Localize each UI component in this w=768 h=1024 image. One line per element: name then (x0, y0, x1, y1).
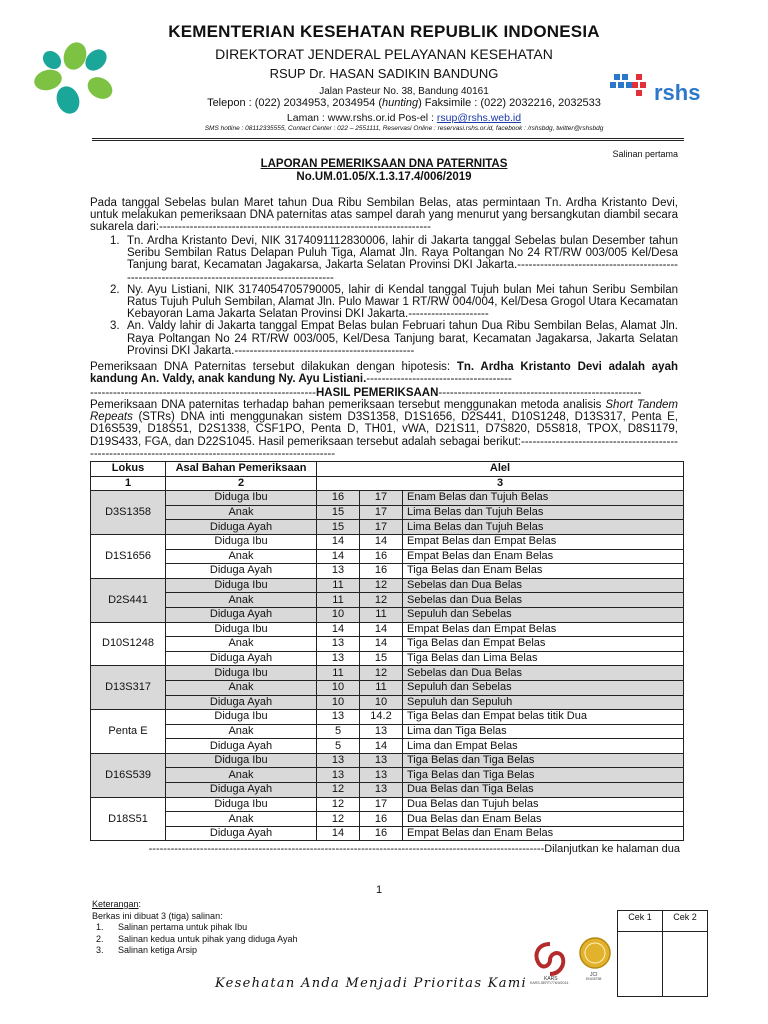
allele-2-cell: 11 (360, 680, 403, 695)
intro-paragraph: Pada tanggal Sebelas bulan Maret tahun Dua Ribu Sembilan Belas, atas permintaan Tn. Ardha Kristanto Devi, untuk melakukan pemeriksaan DNA paternitas atas sampel darah yang menurut yang bersangkutan diambil secara sukarela dari:----------------------------------------------------------------------- (90, 197, 678, 234)
hospital-contacts: SMS hotline : 08112335555, Contact Center : 022 – 2551111, Reservasi Online : reservasi.rshs.or.id, facebook : /rshsbdg, twitter@rshsbdg (204, 125, 604, 132)
table-row (91, 534, 684, 549)
method-paragraph (90, 399, 678, 460)
phone-prefix: Telepon : (022) 2034953, 2034954 ( (207, 97, 382, 109)
list-item-text: Salinan ketiga Arsip (118, 945, 198, 956)
lokus-cell: D1S1656 (91, 534, 166, 578)
allele-description-cell: Dua Belas dan Tujuh belas (403, 797, 684, 812)
header-rule-bottom (92, 140, 684, 141)
allele-1-cell: 12 (317, 783, 360, 798)
table-header-row (91, 462, 684, 477)
notes-title: Keterangan (92, 899, 139, 909)
table-row (91, 783, 684, 798)
allele-2-cell: 15 (360, 651, 403, 666)
method-text: Pemeriksaan DNA paternitas terhadap bahan pemeriksaan tersebut menggunakan metoda analisis (90, 399, 606, 411)
list-item-text: An. Valdy lahir di Jakarta tanggal Empat Belas bulan Februari tahun Dua Ribu Sembilan Belas, Alamat Jln. Raya Poltangan No 24 RT/RW 003/005, Kel/Desa Tanjung barat, Kecamatan Jagakarsa, Jakarta Selatan Provinsi DKI Jakarta.----------------------------------------------- (127, 320, 678, 357)
allele-2-cell: 14.2 (360, 710, 403, 725)
source-cell: Diduga Ayah (166, 826, 317, 841)
kars-seal-icon (530, 940, 570, 984)
source-cell: Diduga Ayah (166, 607, 317, 622)
copy-label: Salinan pertama (612, 149, 678, 159)
source-cell: Diduga Ibu (166, 753, 317, 768)
web-prefix: Laman : www.rshs.or.id Pos-el : (286, 112, 437, 124)
source-cell: Diduga Ayah (166, 564, 317, 579)
lokus-cell: D16S539 (91, 753, 166, 797)
allele-description-cell: Sebelas dan Dua Belas (403, 666, 684, 681)
email-link[interactable]: rsup@rshs.web.id (436, 112, 522, 124)
colnum-3: 3 (317, 476, 684, 491)
list-item-text: Tn. Ardha Kristanto Devi, NIK 3174091112830006, lahir di Jakarta tanggal Sebelas bulan Desember tahun Seribu Sembilan Ratus Delapan Puluh Tiga, Alamat Jln. Raya Poltangan No 24 RT/RW 003/005 Kel/Desa Tanjung barat, Kecamatan Jagakarsa, Jakarta Selatan Provinsi DKI Jakarta.------------------------------------------------------------------------------------------------ (127, 235, 678, 284)
list-item (92, 922, 297, 934)
allele-description-cell: Dua Belas dan Tiga Belas (403, 783, 684, 798)
ministry-title: KEMENTERIAN KESEHATAN REPUBLIK INDONESIA (168, 22, 600, 41)
source-cell: Diduga Ibu (166, 534, 317, 549)
allele-2-cell: 16 (360, 826, 403, 841)
source-cell: Diduga Ayah (166, 783, 317, 798)
hospital-name: RSUP Dr. HASAN SADIKIN BANDUNG (269, 66, 499, 81)
source-cell: Diduga Ibu (166, 666, 317, 681)
table-row (91, 491, 684, 506)
allele-description-cell: Empat Belas dan Empat Belas (403, 534, 684, 549)
allele-2-cell: 13 (360, 768, 403, 783)
phone-hunting: hunting (381, 97, 419, 109)
table-colnum-row (91, 476, 684, 491)
allele-description-cell: Tiga Belas dan Tiga Belas (403, 768, 684, 783)
allele-2-cell: 13 (360, 783, 403, 798)
directorate-title: DIREKTORAT JENDERAL PELAYANAN KESEHATAN (215, 46, 553, 62)
table-row (91, 505, 684, 520)
allele-2-cell: 12 (360, 578, 403, 593)
table-row (91, 607, 684, 622)
results-table (90, 461, 684, 841)
table-row (91, 666, 684, 681)
table-row (91, 622, 684, 637)
allele-description-cell: Empat Belas dan Enam Belas (403, 826, 684, 841)
report-title: LAPORAN PEMERIKSAAN DNA PATERNITAS (260, 158, 508, 170)
table-row (91, 695, 684, 710)
section-heading-label: HASIL PEMERIKSAAN (315, 387, 439, 399)
check-1-label: Cek 1 (618, 911, 663, 932)
list-item (92, 945, 297, 957)
source-cell: Anak (166, 680, 317, 695)
list-item-text: Ny. Ayu Listiani, NIK 3174054705790005, lahir di Kendal tanggal Tujuh bulan Mei tahun Seribu Sembilan Ratus Tujuh Puluh Sembilan, Alamat Jln. Pulo Mawar 1 RT/RW 004/004, Kel/Desa Grogol Utara Kecamatan Kebayoran Lama Jakarta Selatan Provinsi DKI Jakarta.--------------------- (127, 283, 678, 321)
page-number: 1 (376, 884, 383, 896)
report-number: No.UM.01.05/X.1.3.17.4/006/2019 (296, 171, 472, 183)
allele-1-cell: 13 (317, 768, 360, 783)
allele-description-cell: Sebelas dan Dua Belas (403, 593, 684, 608)
table-row (91, 637, 684, 652)
allele-description-cell: Lima Belas dan Tujuh Belas (403, 505, 684, 520)
allele-1-cell: 14 (317, 826, 360, 841)
list-item-number: 3. (96, 945, 104, 956)
list-item-text: Salinan kedua untuk pihak yang diduga Ayah (118, 933, 298, 944)
allele-description-cell: Tiga Belas dan Lima Belas (403, 651, 684, 666)
allele-2-cell: 12 (360, 666, 403, 681)
lokus-cell: D2S441 (91, 578, 166, 622)
list-item (90, 320, 678, 357)
table-row (91, 710, 684, 725)
allele-description-cell: Tiga Belas dan Empat belas titik Dua (403, 710, 684, 725)
source-cell: Diduga Ayah (166, 651, 317, 666)
list-item (90, 235, 678, 284)
source-cell: Diduga Ayah (166, 695, 317, 710)
allele-2-cell: 16 (360, 812, 403, 827)
source-cell: Anak (166, 724, 317, 739)
allele-1-cell: 15 (317, 505, 360, 520)
colnum-1: 1 (91, 476, 166, 491)
allele-1-cell: 13 (317, 637, 360, 652)
list-item-text: Salinan pertama untuk pihak Ibu (118, 922, 248, 933)
allele-1-cell: 14 (317, 549, 360, 564)
list-item (92, 934, 297, 946)
notes (92, 899, 297, 957)
table-row (91, 812, 684, 827)
list-item-number: 2. (110, 283, 120, 296)
allele-2-cell: 17 (360, 797, 403, 812)
jci-seal-icon (578, 936, 612, 980)
allele-description-cell: Sepuluh dan Sebelas (403, 680, 684, 695)
lokus-cell: D18S51 (91, 797, 166, 841)
allele-1-cell: 11 (317, 593, 360, 608)
allele-1-cell: 10 (317, 607, 360, 622)
allele-description-cell: Enam Belas dan Tujuh Belas (403, 491, 684, 506)
table-row (91, 680, 684, 695)
check-2-box (663, 932, 708, 997)
source-cell: Diduga Ibu (166, 491, 317, 506)
allele-description-cell: Tiga Belas dan Enam Belas (403, 564, 684, 579)
table-row (91, 768, 684, 783)
method-text-tail: (STRs) DNA inti menggunakan sistem D3S1358, D1S1656, D2S441, D10S1248, D13S317, Penta E, D16S539, D18S51, D2S1338, CSF1PO, Penta D, TH01, vWA, D21S11, D7S820, D5S818, TPOX, D8S1179, D19S433, FGA, dan D22S1045. Hasil pemeriksaan tersebut adalah sebagai berikut:--------------------------------------------------------------------------------------------------------- (90, 411, 678, 460)
allele-2-cell: 13 (360, 753, 403, 768)
header-lokus: Lokus (91, 462, 166, 477)
allele-1-cell: 11 (317, 666, 360, 681)
allele-1-cell: 14 (317, 622, 360, 637)
table-row (91, 651, 684, 666)
check-table (617, 910, 708, 997)
allele-2-cell: 14 (360, 739, 403, 754)
table-row (91, 564, 684, 579)
allele-2-cell: 16 (360, 564, 403, 579)
kars-seal-label: KARS (544, 976, 558, 982)
table-row (91, 578, 684, 593)
source-cell: Diduga Ibu (166, 578, 317, 593)
hospital-web (20, 112, 768, 124)
allele-1-cell: 11 (317, 578, 360, 593)
list-item-number: 2. (96, 933, 104, 944)
method-italic: Short Tandem Repeats (90, 399, 678, 424)
header-alel: Alel (317, 462, 684, 477)
source-cell: Diduga Ibu (166, 797, 317, 812)
table-row (91, 593, 684, 608)
allele-2-cell: 17 (360, 491, 403, 506)
hypothesis-bold: Tn. Ardha Kristanto Devi adalah ayah kandung An. Valdy, anak kandung Ny. Ayu Listiani. (90, 361, 678, 386)
phone-suffix: ) Faksimile : (022) 2032216, 2032533 (418, 97, 601, 109)
check-2-label: Cek 2 (663, 911, 708, 932)
source-cell: Diduga Ayah (166, 739, 317, 754)
allele-description-cell: Empat Belas dan Empat Belas (403, 622, 684, 637)
continued-note: ------------------------------------------------------------------------------------------------------------Dilanjutkan ke halaman dua (148, 843, 680, 855)
allele-1-cell: 12 (317, 797, 360, 812)
hypothesis-paragraph (90, 361, 678, 385)
list-item-number: 3. (110, 320, 120, 333)
source-cell: Anak (166, 812, 317, 827)
source-cell: Anak (166, 637, 317, 652)
table-row (91, 797, 684, 812)
hypothesis-tail: -------------------------------------- (366, 373, 512, 386)
source-cell: Anak (166, 549, 317, 564)
allele-description-cell: Sepuluh dan Sepuluh (403, 695, 684, 710)
table-row (91, 739, 684, 754)
allele-1-cell: 12 (317, 812, 360, 827)
heading-dashes-left: ----------------------------------------------------------- (90, 387, 316, 399)
table-row (91, 753, 684, 768)
list-item-number: 1. (110, 235, 120, 247)
allele-2-cell: 14 (360, 534, 403, 549)
table-row (91, 724, 684, 739)
colnum-2: 2 (166, 476, 317, 491)
source-cell: Diduga Ibu (166, 622, 317, 637)
allele-1-cell: 14 (317, 534, 360, 549)
notes-title-line (92, 899, 297, 911)
allele-1-cell: 16 (317, 491, 360, 506)
list-item (90, 284, 678, 321)
rshs-logo-icon (610, 70, 730, 106)
rshs-logo-text: rshs (654, 80, 701, 105)
table-row (91, 826, 684, 841)
jci-seal-label: JCI (590, 972, 598, 978)
table-row (91, 520, 684, 535)
allele-1-cell: 13 (317, 564, 360, 579)
allele-2-cell: 16 (360, 549, 403, 564)
subjects-list (90, 235, 678, 357)
allele-1-cell: 5 (317, 739, 360, 754)
allele-2-cell: 17 (360, 520, 403, 535)
allele-2-cell: 17 (360, 505, 403, 520)
allele-description-cell: Lima dan Empat Belas (403, 739, 684, 754)
allele-description-cell: Lima dan Tiga Belas (403, 724, 684, 739)
source-cell: Anak (166, 768, 317, 783)
heading-dashes-right: ----------------------------------------------------- (438, 387, 642, 399)
lokus-cell: D10S1248 (91, 622, 166, 666)
hospital-address: Jalan Pasteur No. 38, Bandung 40161 (319, 86, 489, 97)
allele-2-cell: 11 (360, 607, 403, 622)
allele-description-cell: Empat Belas dan Enam Belas (403, 549, 684, 564)
lokus-cell: D13S317 (91, 666, 166, 710)
notes-title-colon: : (138, 899, 142, 909)
header-rule-top (92, 138, 684, 139)
allele-1-cell: 13 (317, 651, 360, 666)
check-1-box (618, 932, 663, 997)
list-item-number: 1. (96, 922, 104, 933)
allele-description-cell: Lima Belas dan Tujuh Belas (403, 520, 684, 535)
allele-2-cell: 14 (360, 622, 403, 637)
allele-1-cell: 10 (317, 680, 360, 695)
allele-1-cell: 10 (317, 695, 360, 710)
allele-description-cell: Sepuluh dan Sebelas (403, 607, 684, 622)
source-cell: Diduga Ayah (166, 520, 317, 535)
kars-seal-number: KARS-SERT/776/II/2014 (530, 981, 569, 984)
table-row (91, 549, 684, 564)
allele-2-cell: 12 (360, 593, 403, 608)
allele-2-cell: 10 (360, 695, 403, 710)
source-cell: Anak (166, 593, 317, 608)
source-cell: Anak (166, 505, 317, 520)
header-asal: Asal Bahan Pemeriksaan (166, 462, 317, 477)
allele-2-cell: 14 (360, 637, 403, 652)
notes-intro: Berkas ini dibuat 3 (tiga) salinan: (92, 910, 223, 921)
table-body (91, 491, 684, 841)
lokus-cell: Penta E (91, 710, 166, 754)
allele-description-cell: Sebelas dan Dua Belas (403, 578, 684, 593)
allele-description-cell: Tiga Belas dan Empat Belas (403, 637, 684, 652)
allele-1-cell: 15 (317, 520, 360, 535)
footer-motto: Kesehatan Anda Menjadi Prioritas Kami (215, 976, 527, 991)
allele-1-cell: 13 (317, 710, 360, 725)
allele-1-cell: 13 (317, 753, 360, 768)
source-cell: Diduga Ibu (166, 710, 317, 725)
allele-2-cell: 13 (360, 724, 403, 739)
allele-description-cell: Tiga Belas dan Tiga Belas (403, 753, 684, 768)
allele-1-cell: 5 (317, 724, 360, 739)
allele-description-cell: Dua Belas dan Enam Belas (403, 812, 684, 827)
jci-seal-code: ENG8798 (586, 977, 602, 980)
lokus-cell: D3S1358 (91, 491, 166, 535)
hypothesis-text: Pemeriksaan DNA Paternitas tersebut dilakukan dengan hipotesis: (90, 361, 457, 373)
section-heading (90, 387, 678, 399)
